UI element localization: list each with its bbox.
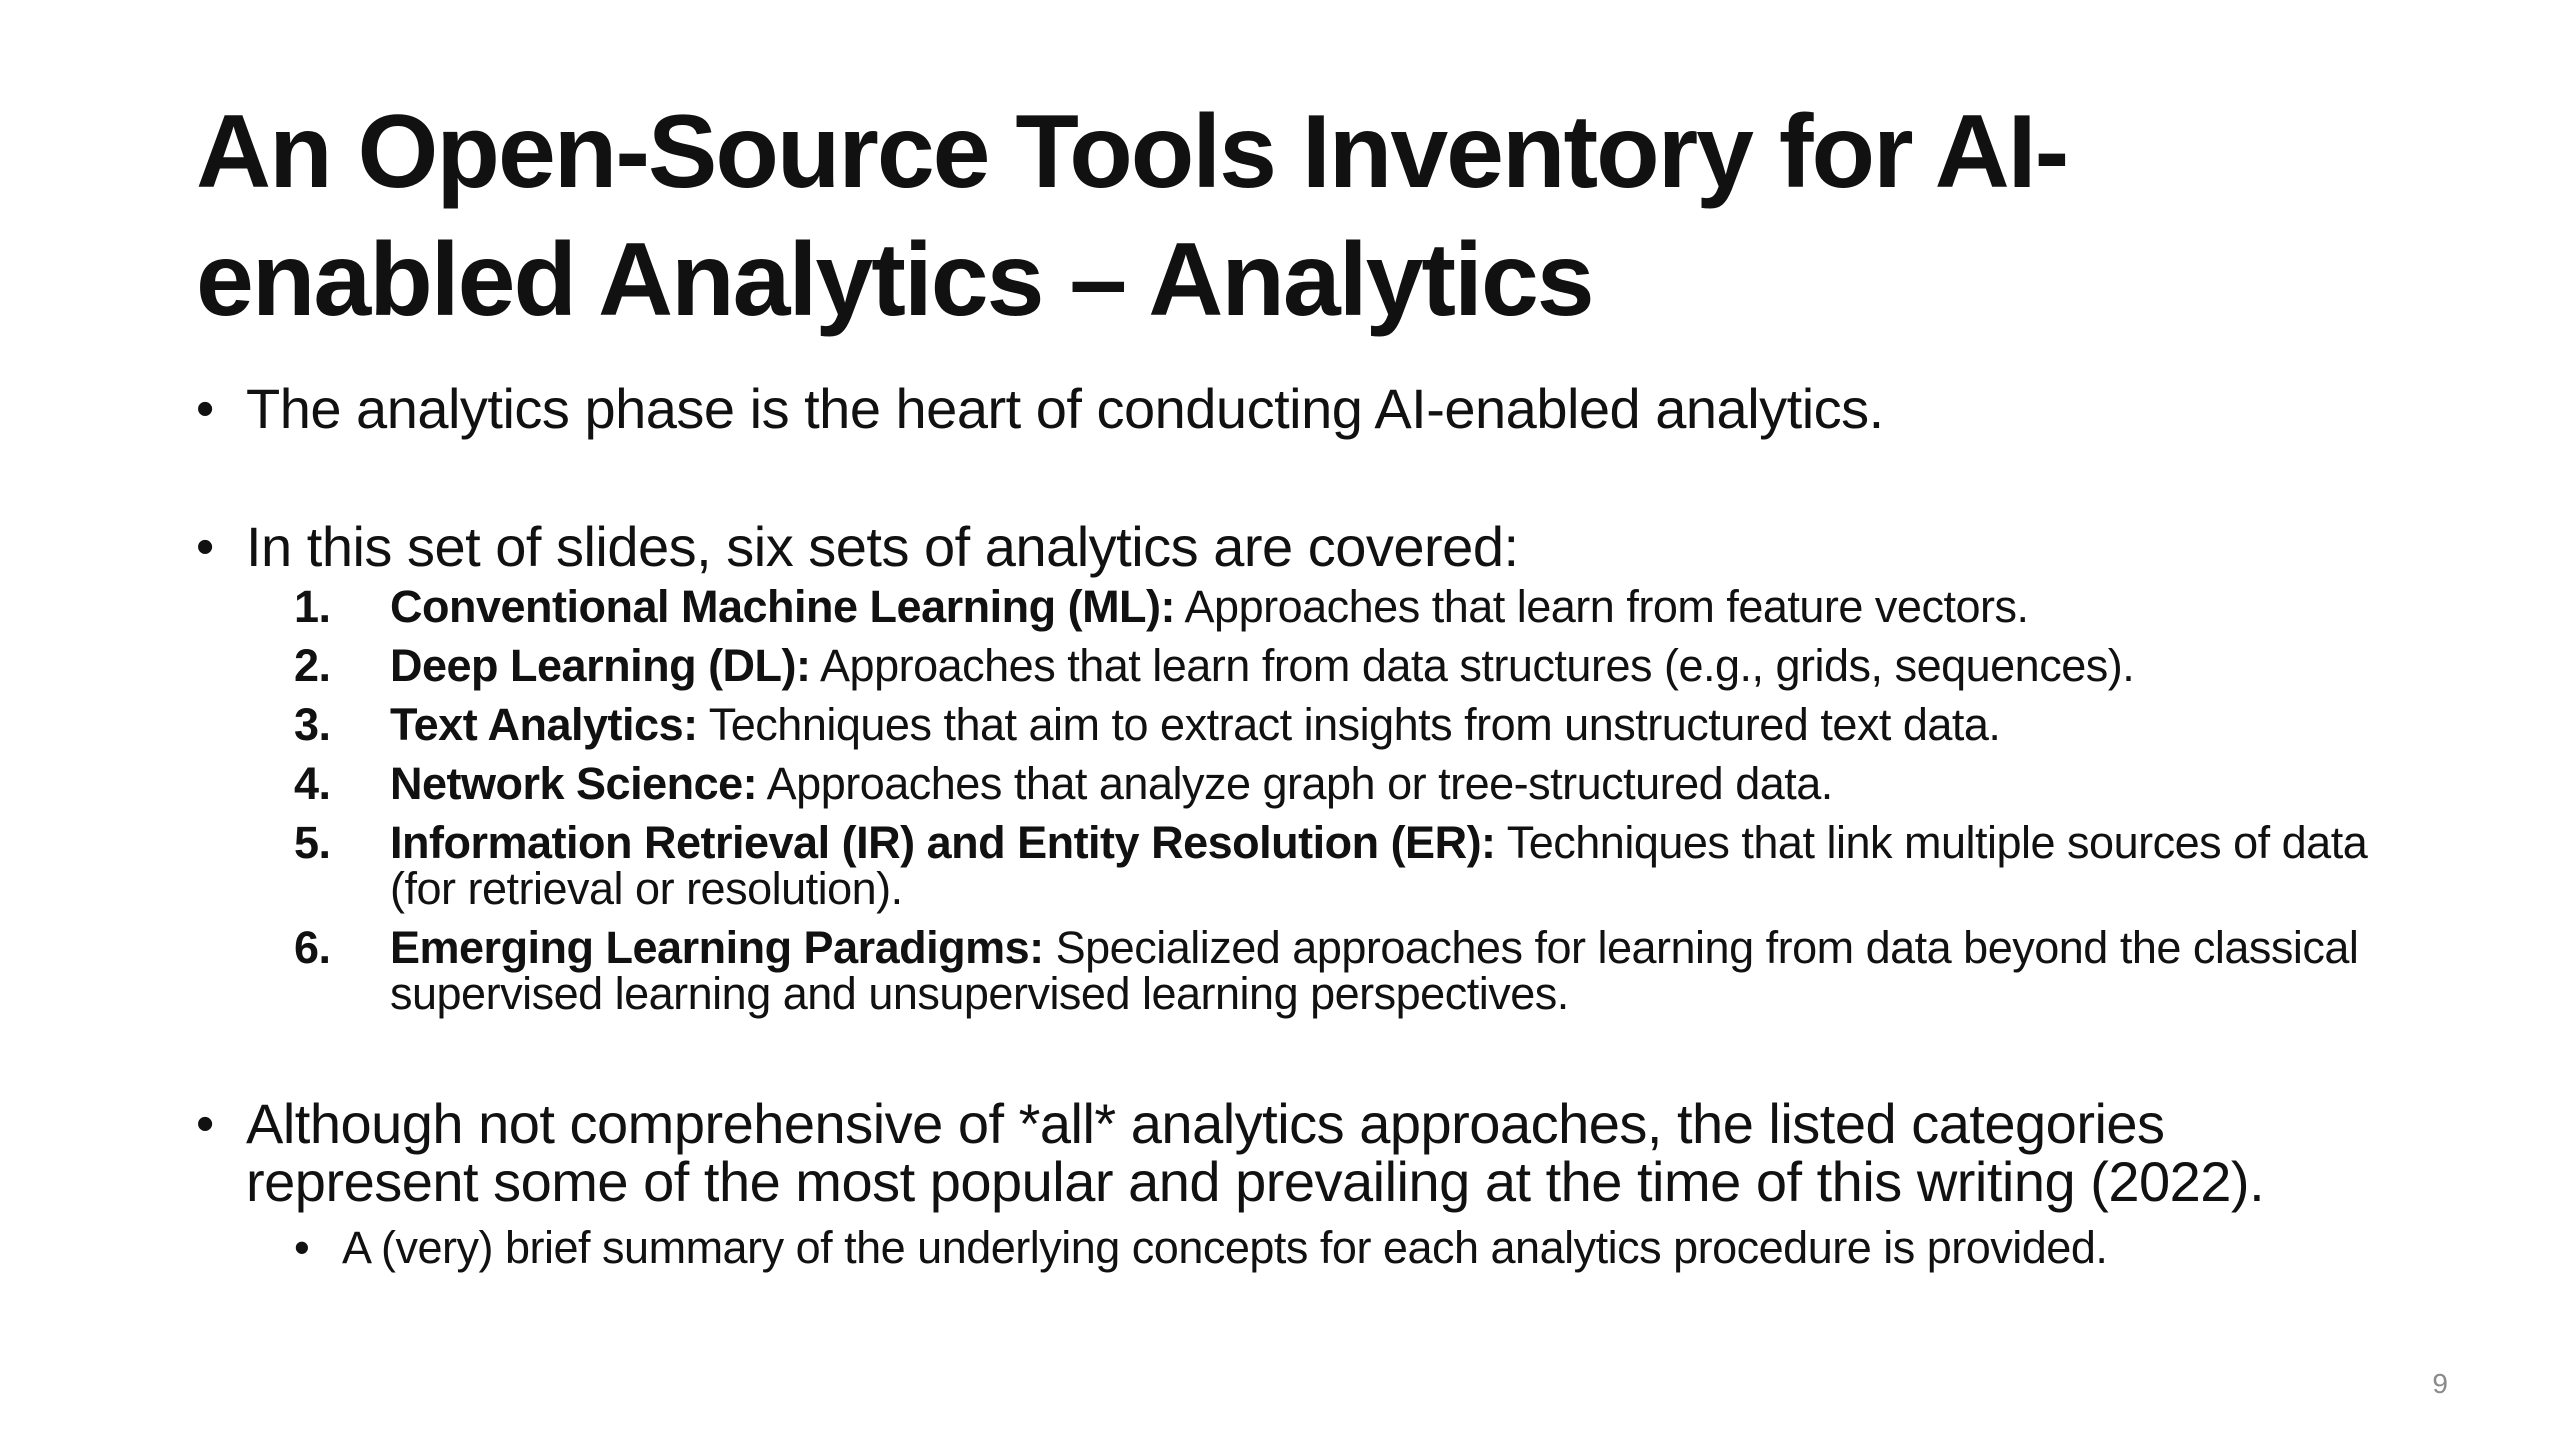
bullet-marker: • xyxy=(196,1095,214,1153)
bullet-six-sets xyxy=(196,515,2396,578)
sub-bullet-brief-summary xyxy=(196,1223,2396,1273)
list-number: 3. xyxy=(294,699,331,750)
bullet-not-comprehensive xyxy=(196,1092,2396,1213)
list-description: Specialized approaches for learning from data beyond the classical supervised learning and unsupervised learning perspectives. xyxy=(390,922,2359,1019)
slide-body xyxy=(196,370,2396,1273)
analytics-categories-list xyxy=(196,581,2396,1019)
bullet-marker: • xyxy=(196,518,214,576)
list-item-text-analytics xyxy=(196,699,2396,750)
list-number: 5. xyxy=(294,817,331,868)
list-item-ml xyxy=(196,581,2396,632)
list-description: Approaches that learn from feature vectors. xyxy=(1175,581,2029,632)
list-number: 4. xyxy=(294,758,331,809)
bullet-text: Although not comprehensive of *all* analytics approaches, the listed categories represent some of the most popular and prevailing at the time of this writing (2022). xyxy=(246,1092,2265,1213)
list-term: Text Analytics: xyxy=(390,699,698,750)
list-description: Approaches that analyze graph or tree-structured data. xyxy=(757,758,1833,809)
list-description: Approaches that learn from data structures (e.g., grids, sequences). xyxy=(810,640,2135,691)
list-description: Techniques that link multiple sources of data (for retrieval or resolution). xyxy=(390,817,2368,914)
list-item-ir-er xyxy=(196,817,2396,914)
list-term: Emerging Learning Paradigms: xyxy=(390,922,1044,973)
sub-bullet-marker: • xyxy=(294,1222,310,1273)
list-term: Information Retrieval (IR) and Entity Resolution (ER): xyxy=(390,817,1496,868)
list-item-network-science xyxy=(196,758,2396,809)
page-number: 9 xyxy=(2432,1368,2448,1399)
list-item-dl xyxy=(196,640,2396,691)
list-term: Deep Learning (DL): xyxy=(390,640,811,691)
list-number: 1. xyxy=(294,581,331,632)
bullet-text: In this set of slides, six sets of analytics are covered: xyxy=(246,515,1519,578)
bullet-analytics-phase xyxy=(196,377,2396,440)
bullet-marker: • xyxy=(196,380,214,438)
bullet-text: The analytics phase is the heart of conducting AI-enabled analytics. xyxy=(246,377,1884,440)
slide-title: An Open-Source Tools Inventory for AI-enabled Analytics – Analytics xyxy=(196,94,2068,338)
sub-bullet-text: A (very) brief summary of the underlying concepts for each analytics procedure is provided. xyxy=(342,1222,2108,1273)
list-term: Network Science: xyxy=(390,758,758,809)
list-number: 2. xyxy=(294,640,331,691)
list-description: Techniques that aim to extract insights from unstructured text data. xyxy=(697,699,2001,750)
list-term: Conventional Machine Learning (ML): xyxy=(390,581,1176,632)
list-item-emerging-paradigms xyxy=(196,922,2396,1019)
list-number: 6. xyxy=(294,922,331,973)
